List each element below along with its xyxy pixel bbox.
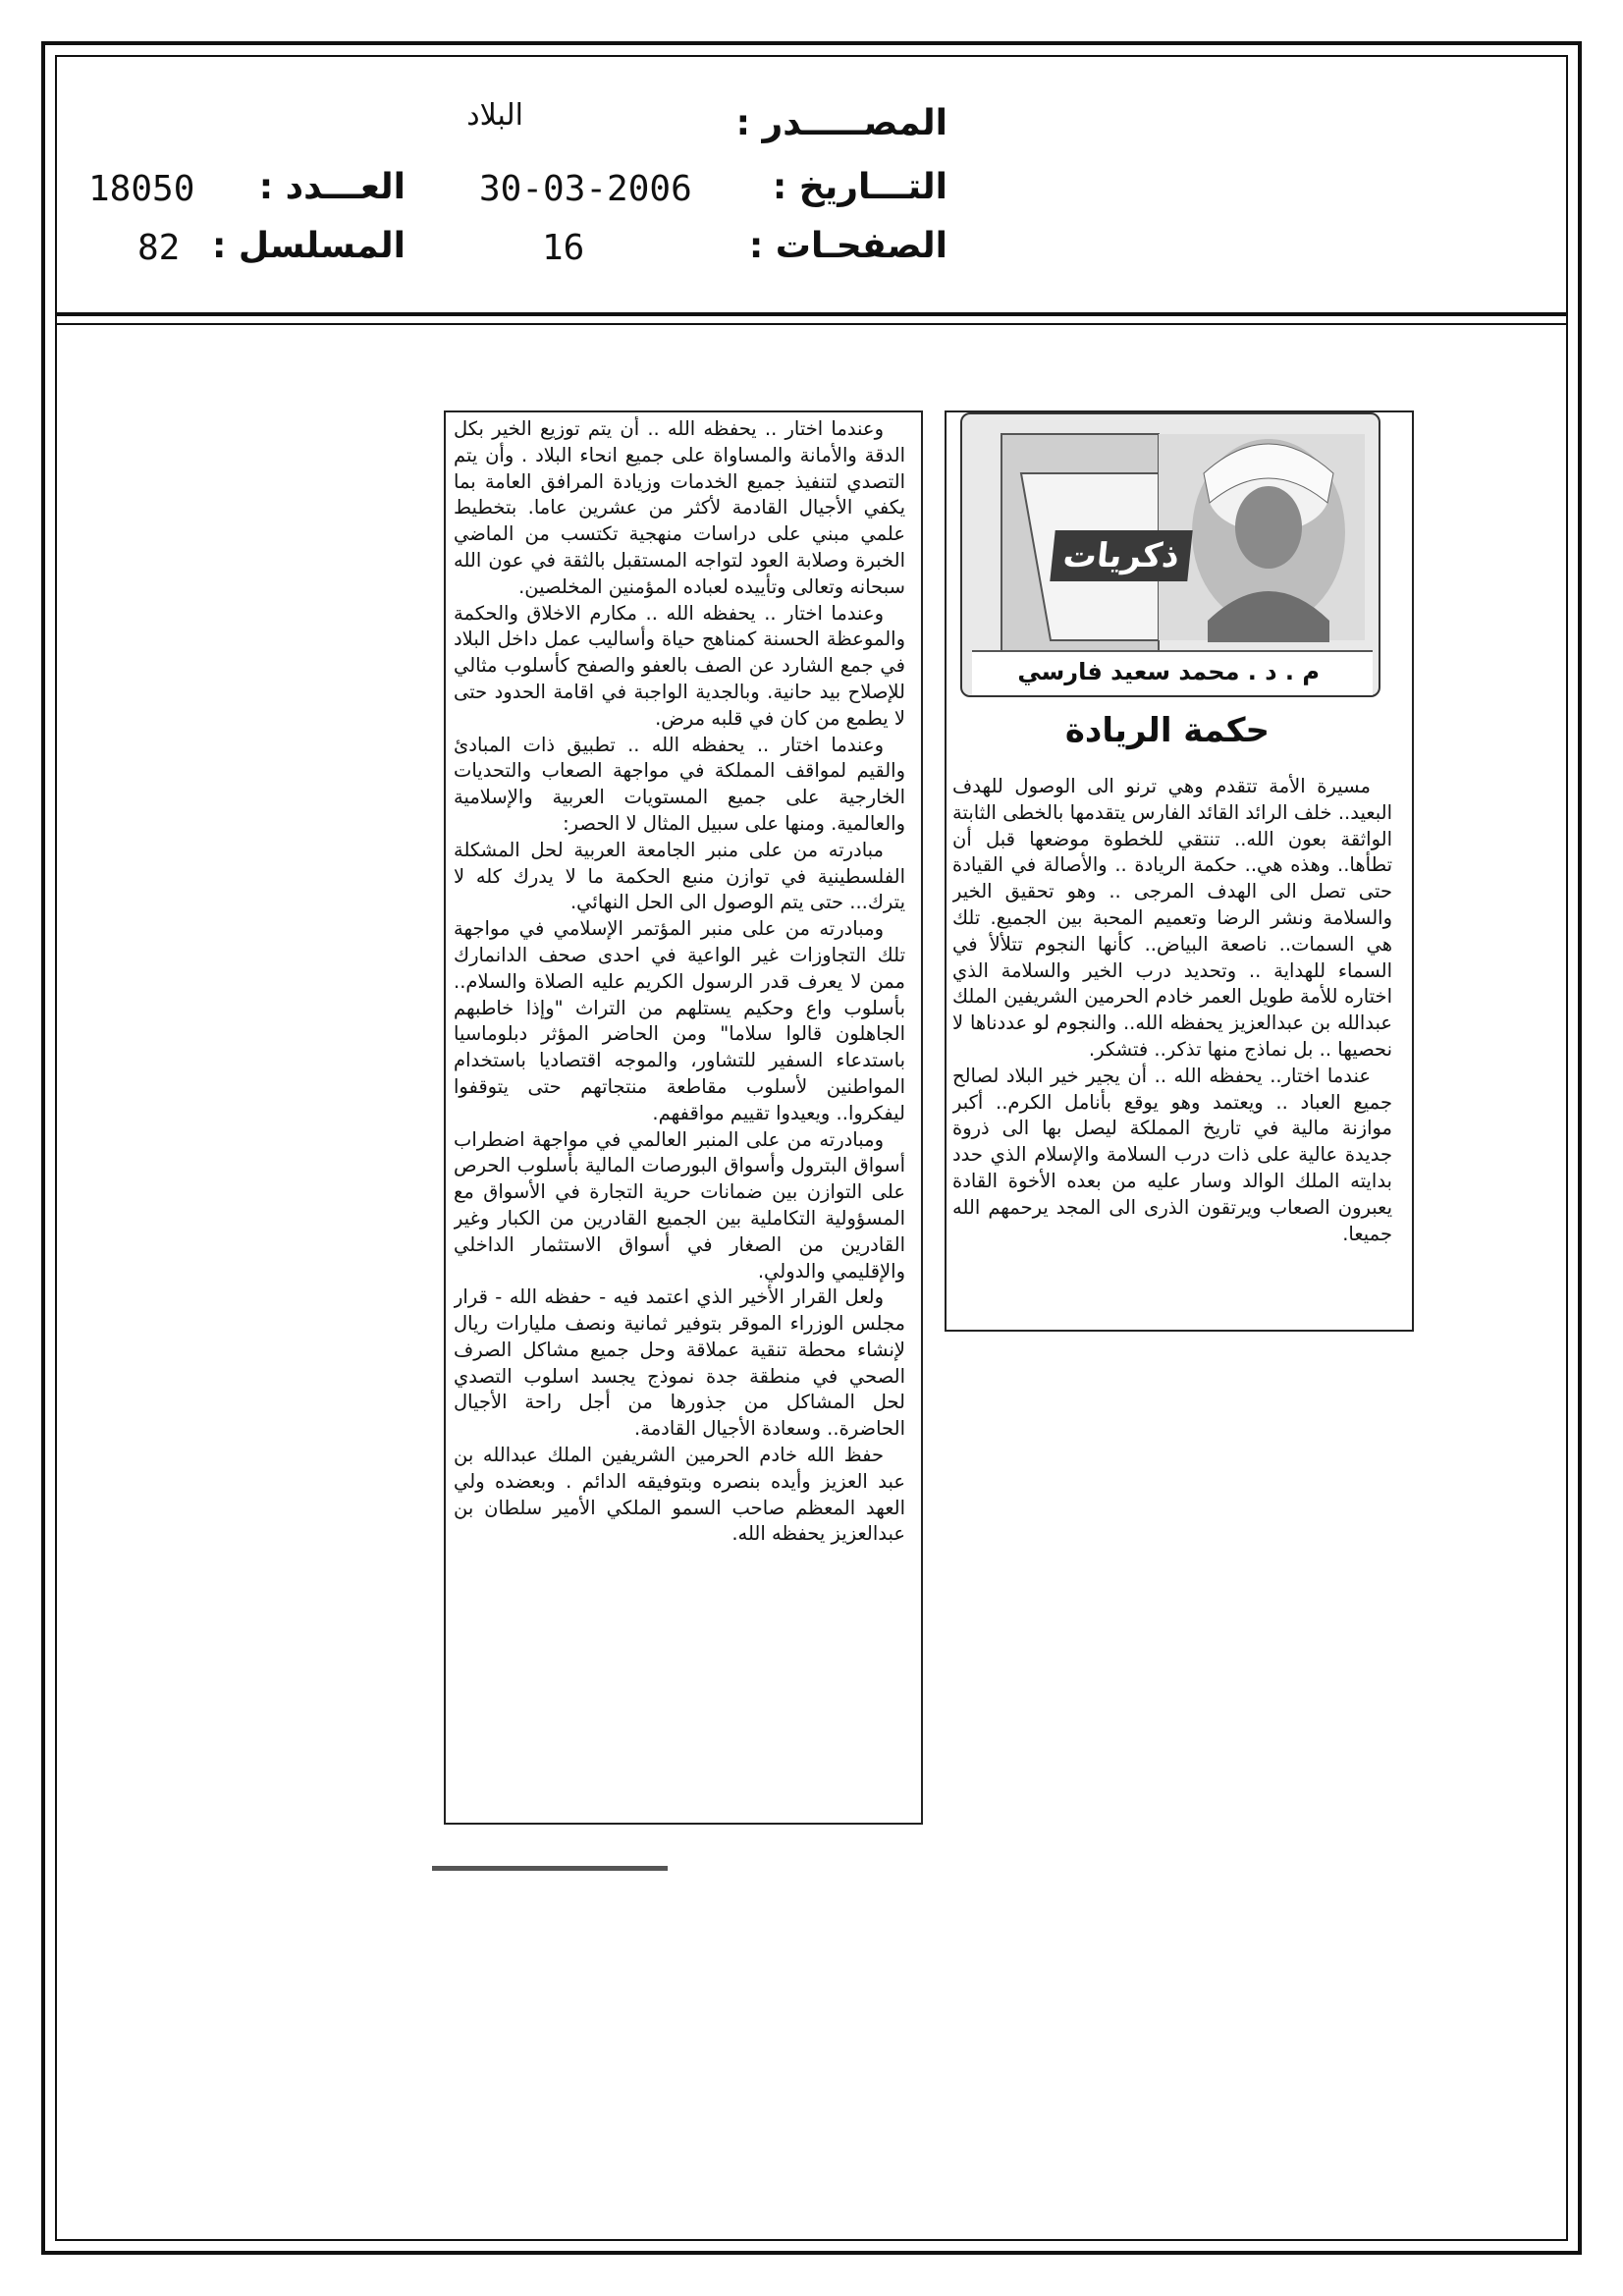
author-name: م . د . محمد سعيد فارسي: [1017, 658, 1320, 685]
issue-label: العـــدد :: [258, 167, 406, 207]
badge-title: ذكريات: [1050, 530, 1192, 581]
paragraph: عندما اختار.. يحفظه الله .. أن يجير خير البلاد لصالح جميع العباد .. ويعتمد وهو يوقع بأنامل الكرم.. أكبر موازنة مالية في تاريخ المملكة ليصل بها الى ذروة جديدة عالية على ذات درب السلامة والإسلام الذي حدد بدايته الملك الوالد وسار عليه من بعده الأخوة القادة يعبرون الصعاب ويرتقون الذرى الى المجد يرحمهم الله جميعا.: [952, 1064, 1392, 1245]
issue-value: 18050: [88, 169, 195, 209]
serial-value: 82: [137, 228, 181, 268]
header-divider-thin: [55, 323, 1568, 325]
serial-label: المسلسل :: [211, 226, 406, 266]
pages-label: الصفحـات :: [748, 226, 947, 266]
paragraph: حفظ الله خادم الحرمين الشريفين الملك عبدالله بن عبد العزيز وأيده بنصره وبتوفيقه الدائم . وبعضده ولي العهد المعظم صاحب السمو الملكي الأمير سلطان بن عبدالعزيز يحفظه الله.: [454, 1444, 905, 1546]
paragraph: مسيرة الأمة تتقدم وهي ترنو الى الوصول للهدف البعيد.. خلف الرائد القائد الفارس يتقدمها بالخطى الثابتة الواثقة بعون الله.. تنتقي للخطوة موضعها قبل أن تطأها.. وهذه هي.. حكمة الريادة .. والأصالة في القيادة حتى تصل الى الهدف المرجى .. وهو تحقيق الخير والسلامة ونشر الرضا وتعميم المحبة بين الجميع. تلك هي السمات.. ناصعة البياض.. كأنها النجوم تتلألأ في السماء للهداية .. وتحديد درب الخير والسلامة الذي اختاره للأمة طويل العمر خادم الحرمين الشريفين الملك عبدالله بن عبدالعزيز يحفظه الله.. والنجوم لو عددناها لا نحصيها .. بل نماذج منها تذكر.. فتشكر.: [952, 775, 1392, 1061]
source-value: البلاد: [466, 98, 523, 133]
paragraph: ومبادرته من على المنبر العالمي في مواجهة اضطراب أسواق البترول وأسواق البورصات المالية بأسلوب الحرص على التوازن بين ضمانات حرية التجارة في الأسواق مع المسؤولية التكاملية بين الجميع القادرين من الكبار وغير القادرين من الصغار في أسواق الاستثمار الداخلي والإقليمي والدولي.: [454, 1127, 905, 1283]
header-divider: [55, 312, 1568, 316]
clipping-bottom-rule: [432, 1866, 668, 1871]
right-text-column: [952, 774, 1392, 1324]
left-text-column: [454, 416, 905, 1819]
paragraph: ومبادرته من على منبر المؤتمر الإسلامي في مواجهة تلك التجاوزات غير الواعية في احدى صحف الدانمارك ممن لا يعرف قدر الرسول الكريم عليه الصلاة والسلام.. بأسلوب واع وحكيم يستلهم من التراث "وإذا خاطبهم الجاهلون قالوا سلاما" ومن الحاضر المؤثر دبلوماسيا باستدعاء السفير للتشاور، والموجه اقتصاديا باستخدام المواطنين لأسلوب مقاطعة منتجاتهم حتى يتوقفوا ليفكروا.. ويعيدوا تقييم مواقفهم.: [454, 917, 905, 1124]
paragraph: وعندما اختار .. يحفظه الله .. تطبيق ذات المبادئ والقيم لمواقف المملكة في مواجهة الصعاب والتحديات الخارجية على جميع المستويات العربية والإسلامية والعالمية. ومنها على سبيل المثال لا الحصر:: [454, 733, 905, 835]
source-label: المصـــــدر :: [735, 103, 947, 143]
paragraph: وعندما اختار .. يحفظه الله .. مكارم الاخلاق والحكمة والموعظة الحسنة كمناهج حياة وأساليب عمل داخل البلاد في جمع الشارد عن الصف بالعفو والصفح كأسلوب مثالي للإصلاح بيد حانية. وبالجدية الواجبة في اقامة الحدود حتى لا يطمع من كان في قلبه مرض.: [454, 601, 905, 730]
paragraph: وعندما اختار .. يحفظه الله .. أن يتم توزيع الخير بكل الدقة والأمانة والمساواة على جميع انحاء البلاد . وأن يتم التصدي لتنفيذ جميع الخدمات وزيادة المرافق العامة بما يكفي الأجيال القادمة لأكثر من عشرين عاما. بتخطيط علمي مبني على دراسات منهجية تكتسب من الماضي الخبرة وصلابة العود لتواجه المستقبل بالثقة في عون الله سبحانه وتعالى وتأييده لعباده المؤمنين المخلصين.: [454, 417, 905, 598]
column-badge: [960, 412, 1380, 697]
paragraph: مبادرته من على منبر الجامعة العربية لحل المشكلة الفلسطينية في توازن منبع الحكمة ما لا يدرك كله لا يترك... حتى يتم الوصول الى الحل النهائي.: [454, 838, 905, 914]
date-label: التـــاريخ :: [772, 167, 947, 207]
date-value: 30-03-2006: [479, 169, 692, 209]
paragraph: ولعل القرار الأخير الذي اعتمد فيه - حفظه الله - قرار مجلس الوزراء الموقر بتوفير ثمانية ونصف مليارات ريال لإنشاء محطة تنقية عملاقة وحل جميع مشاكل الصرف الصحي في منطقة جدة نموذج يجسد اسلوب التصدي لحل المشاكل من جذورها من أجل راحة الأجيال الحاضرة.. وسعادة الأجيال القادمة.: [454, 1285, 905, 1441]
article-title: حكمة الريادة: [1064, 711, 1270, 750]
pages-value: 16: [542, 228, 585, 268]
